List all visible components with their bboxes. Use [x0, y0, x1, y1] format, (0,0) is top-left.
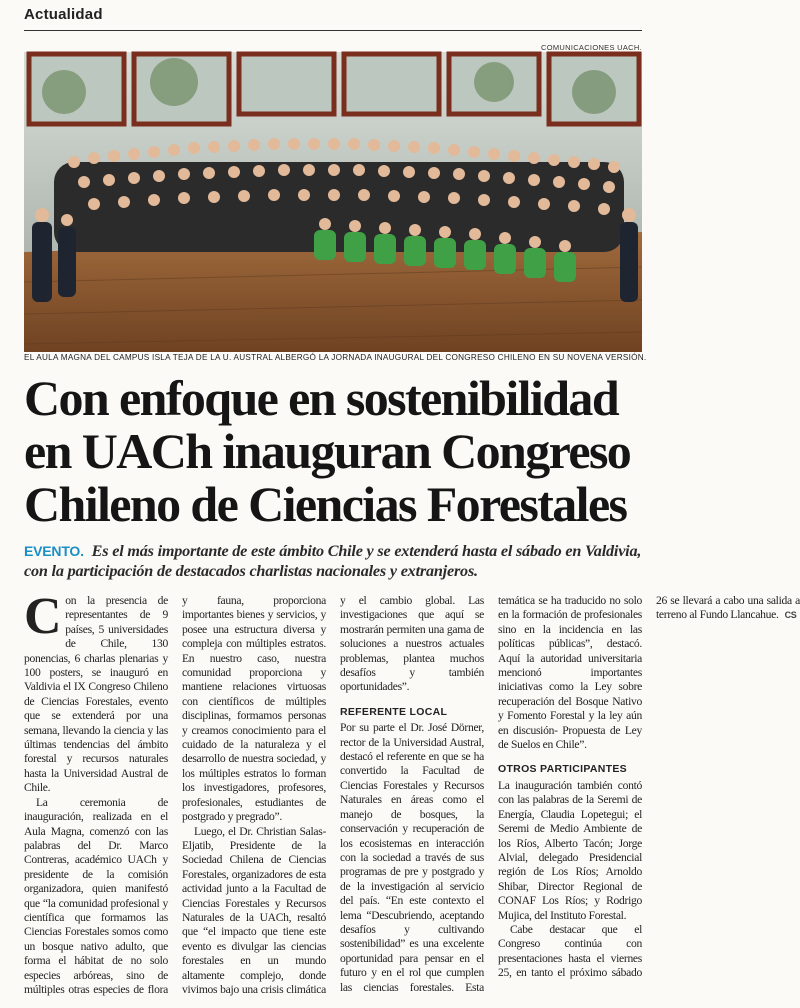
headline — [24, 372, 642, 531]
body-paragraph-6-text: Cabe destacar que el Congreso continúa con presentaciones hasta el viernes 25, en tanto el próximo sábado 26 se llevará a cabo una salida a terreno al Fundo Llancahue. — [498, 594, 800, 980]
headline-line-1: Con enfoque en sostenibilidad — [24, 370, 619, 426]
section-header — [24, 6, 642, 31]
body-paragraph-1-text: on la presencia de representantes de 9 países, 5 universidades de Chile, 130 ponencias, 6 charlas plenarias y 100 posters, se inauguró en Valdivia el IX Congreso Chileno de Ciencias Forestales, evento que se extenderá por una semana, llevando la ciencia y las últimas tendencias del ámbito forestal y recursos naturales hasta la Universidad Austral de Chile. — [24, 594, 168, 795]
headline-line-3: Chileno de Ciencias Forestales — [24, 476, 627, 532]
body-paragraph-2: La ceremonia de inauguración, realizada en el Aula Magna, comenzó con las palabras del Dr. Marco Contreras, académico UACh y presidente de la comisión organizadora, quien manifestó que “la comunidad profesional y científica que formamos las Ciencias Forestales somos como un bosque nativo adulto, que forma el hábitat de no solo especies arbóreas, sino de múltiples otras especies de flora y fauna, proporciona importantes bienes y servicios, y posee una estructura diversa y compleja con múltiples estratos. En nuestro caso, nuestra comunidad proporciona y mantiene relaciones virtuosas con científicos de múltiples disciplinas, formamos personas y creamos conocimiento para el cuidado de la naturaleza y el desarrollo de nuestra sociedad, y los múltiples estratos lo forman los investigadores, profesores, profesionales, estudiantes de postgrado y pregrado”. — [24, 594, 326, 996]
lead-kicker: EVENTO. — [24, 543, 84, 559]
subhead-otros-participantes: OTROS PARTICIPANTES — [498, 763, 627, 776]
lead-paragraph — [24, 541, 642, 581]
body-paragraph-5: La inauguración también contó con las palabras de la Seremi de Energía, Claudia Lopetegui; el Seremi de Medio Ambiente de los Ríos, Alberto Tacón; Jorge Alvial, delegado Presidencial región de Los Ríos; Arnoldo Shibar, Director Regional de CONAF Los Ríos; y Rodrigo Mujica, del Instituto Forestal. — [498, 778, 642, 922]
section-label: Actualidad — [24, 6, 103, 23]
body-paragraph-1 — [24, 588, 168, 796]
article-body — [24, 588, 800, 1004]
body-paragraph-3: Luego, el Dr. Christian Salas-Eljatib, Presidente de la Sociedad Chilena de Ciencias Forestales, organizadores de esta actividad junto a la Facultad de Ciencias Forestales y Recursos Naturales de la UACh, resaltó que “el impacto que tiene este evento es divulgar las ciencias forestales en un mundo altamente complejo, donde vivimos bajo una crisis climática y el cambio global. Las investigaciones que aquí se mostrarán permiten una gama de soluciones a nuestros actuales problemas, plantea muchos desafíos y también oportunidades”. — [182, 594, 484, 996]
group-photo-illustration — [24, 52, 642, 352]
subhead-referente-local: REFERENTE LOCAL — [340, 705, 448, 718]
end-mark: CS — [784, 610, 797, 621]
lead-text: Es el más importante de este ámbito Chile y se extenderá hasta el sábado en Valdivia, con la participación de destacados charlistas nacionales y extranjeros. — [24, 542, 642, 580]
photo-caption: EL AULA MAGNA DEL CAMPUS ISLA TEJA DE LA U. AUSTRAL ALBERGÓ LA JORNADA INAUGURAL DEL CONGRESO CHILENO EN SU NOVENA VERSIÓN. — [24, 353, 647, 362]
drop-cap: C — [24, 588, 62, 645]
headline-line-2: en UACh inauguran Congreso — [24, 423, 631, 479]
photo-credit: COMUNICACIONES UACH. — [540, 43, 642, 52]
group-photo — [24, 52, 642, 352]
body-paragraph-4: Por su parte el Dr. José Dörner, rector de la Universidad Austral, destacó el referente en que se ha convertido la Facultad de Ciencias Forestales y Recursos Naturales en áreas como el manejo de bosques, la conservación y recuperación de los ecosistemas en interacción con la sociedad a través de sus programas de pre y postgrado y de la investigación al servicio del país. “En este contexto el lema “Descubriendo, aceptando desafíos y cultivando sostenibilidad” es una excelente oportunidad para pensar en el futuro y en el rol que cumplen las ciencias forestales. Esta temática se ha traducido no solo en la formación de profesionales sino en la incidencia en las políticas públicas”, destacó. Aquí la autoridad universitaria mencionó importantes iniciativas como la Ley sobre recuperación del Bosque Nativo y Fomento Forestal y la ley aún en discusión- Propuesta de Ley de Suelos en Chile”. — [340, 594, 642, 994]
